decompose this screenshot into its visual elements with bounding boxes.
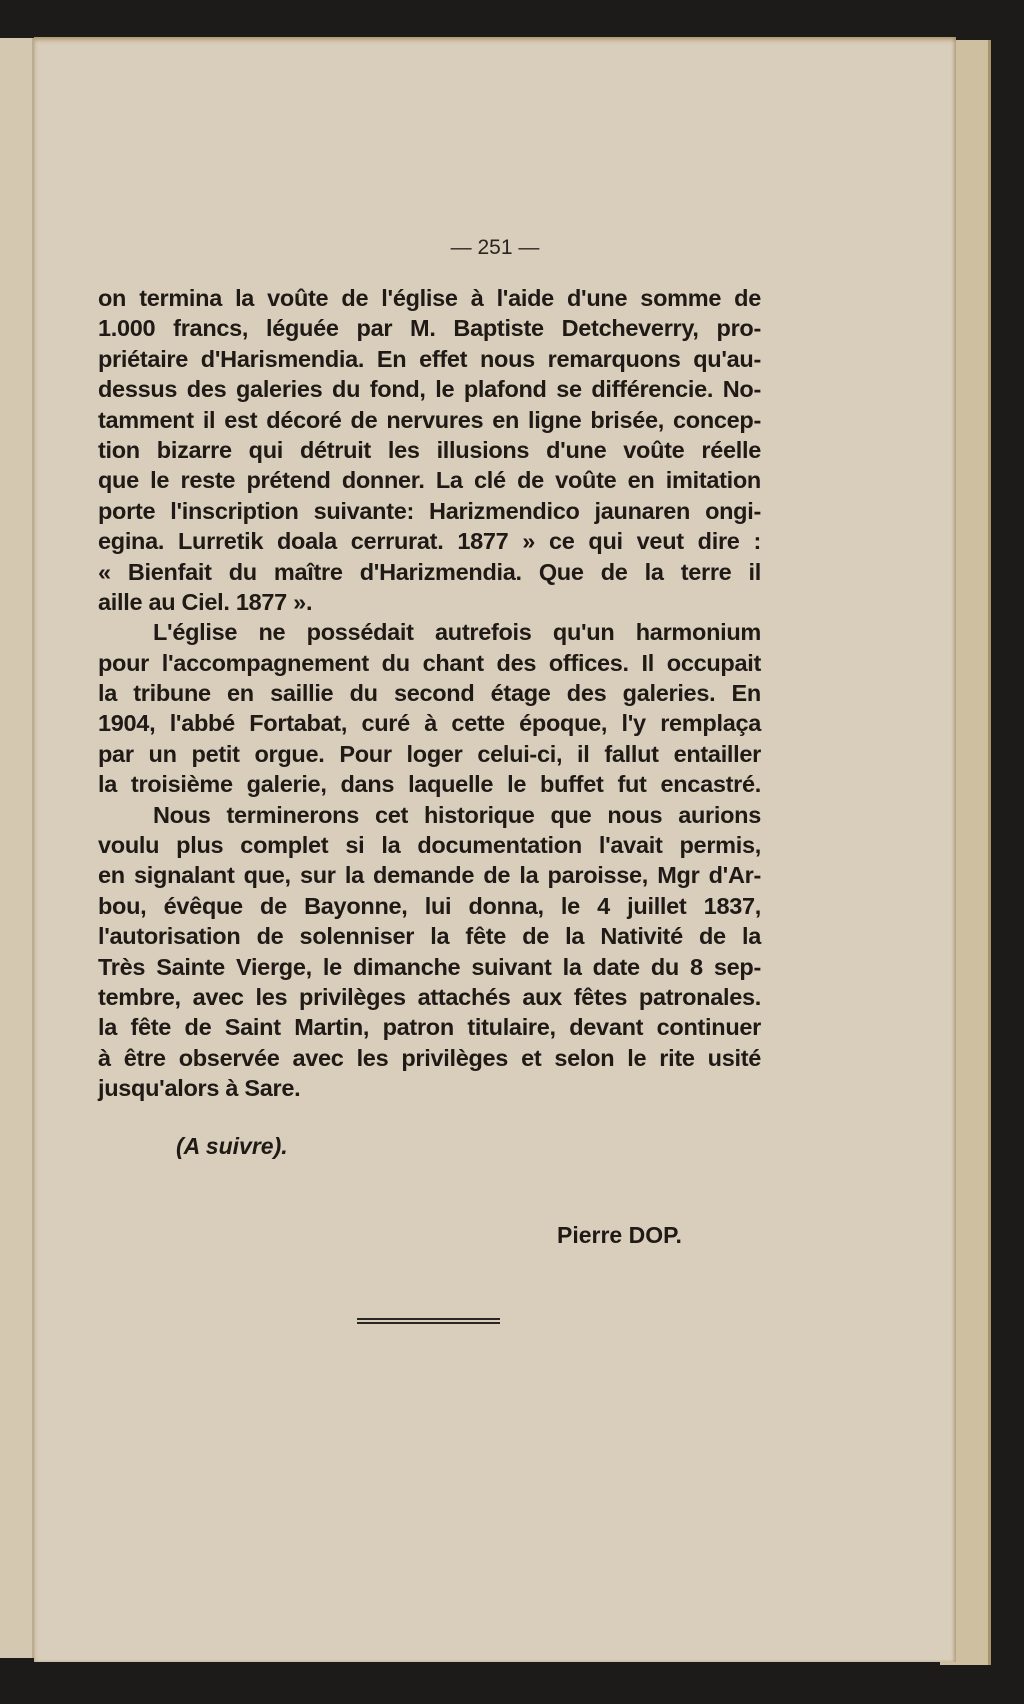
text-line: on termina la voûte de l'église à l'aide d'une somme de	[98, 285, 761, 311]
text-line: à être observée avec les privilèges et selon le rite usité	[98, 1044, 761, 1071]
text-line: que le reste prétend donner. La clé de voûte en imitation	[98, 467, 761, 494]
facing-page-edge	[0, 38, 34, 1658]
text-line: aille au Ciel. 1877 ».	[98, 588, 313, 615]
text-line: tion bizarre qui détruit les illusions d'une voûte réelle	[98, 436, 761, 463]
text-line: la tribune en saillie du second étage des galeries. En	[98, 680, 761, 707]
text-line: en signalant que, sur la demande de la paroisse, Mgr d'Ar-	[98, 862, 761, 889]
text-line: porte l'inscription suivante: Harizmendico jaunaren ongi-	[98, 497, 761, 524]
double-rule-divider	[357, 1318, 500, 1324]
text-line: par un petit orgue. Pour loger celui-ci, il fallut entailler	[98, 740, 761, 767]
text-line: voulu plus complet si la documentation l'avait permis,	[98, 832, 761, 859]
text-line: « Bienfait du maître d'Harizmendia. Que de la terre il	[98, 558, 761, 585]
text-line: tembre, avec les privilèges attachés aux fêtes patronales.	[98, 983, 761, 1010]
text-line: la troisième galerie, dans laquelle le buffet fut encastré.	[98, 771, 761, 798]
text-line: priétaire d'Harismendia. En effet nous remarquons qu'au-	[98, 345, 761, 372]
text-line: pour l'accompagnement du chant des offices. Il occupait	[98, 649, 761, 676]
text-line: 1.000 francs, léguée par M. Baptiste Detcheverry, pro-	[98, 315, 761, 342]
text-line: Très Sainte Vierge, le dimanche suivant la date du 8 sep-	[98, 953, 761, 980]
text-line: l'autorisation de solenniser la fête de la Nativité de la	[98, 923, 761, 950]
text-line: egina. Lurretik doala cerrurat. 1877 » ce qui veut dire :	[98, 528, 761, 555]
text-line: la fête de Saint Martin, patron titulaire, devant continuer	[98, 1014, 761, 1041]
paragraph-start-line: L'église ne possédait autrefois qu'un harmonium	[153, 619, 761, 646]
to-be-continued: (A suivre).	[176, 1133, 288, 1159]
paragraph-start-line: Nous terminerons cet historique que nous aurions	[153, 801, 761, 828]
text-line: dessus des galeries du fond, le plafond se différencie. No-	[98, 376, 761, 403]
page-number: — 251 —	[450, 236, 540, 259]
text-line: bou, évêque de Bayonne, lui donna, le 4 juillet 1837,	[98, 892, 761, 919]
text-line: jusqu'alors à Sare.	[98, 1075, 301, 1102]
text-line: tamment il est décoré de nervures en ligne brisée, concep-	[98, 406, 761, 433]
text-line: 1904, l'abbé Fortabat, curé à cette époque, l'y remplaça	[98, 710, 761, 737]
body-text	[98, 283, 761, 1104]
author-signature: Pierre DOP.	[557, 1222, 682, 1248]
